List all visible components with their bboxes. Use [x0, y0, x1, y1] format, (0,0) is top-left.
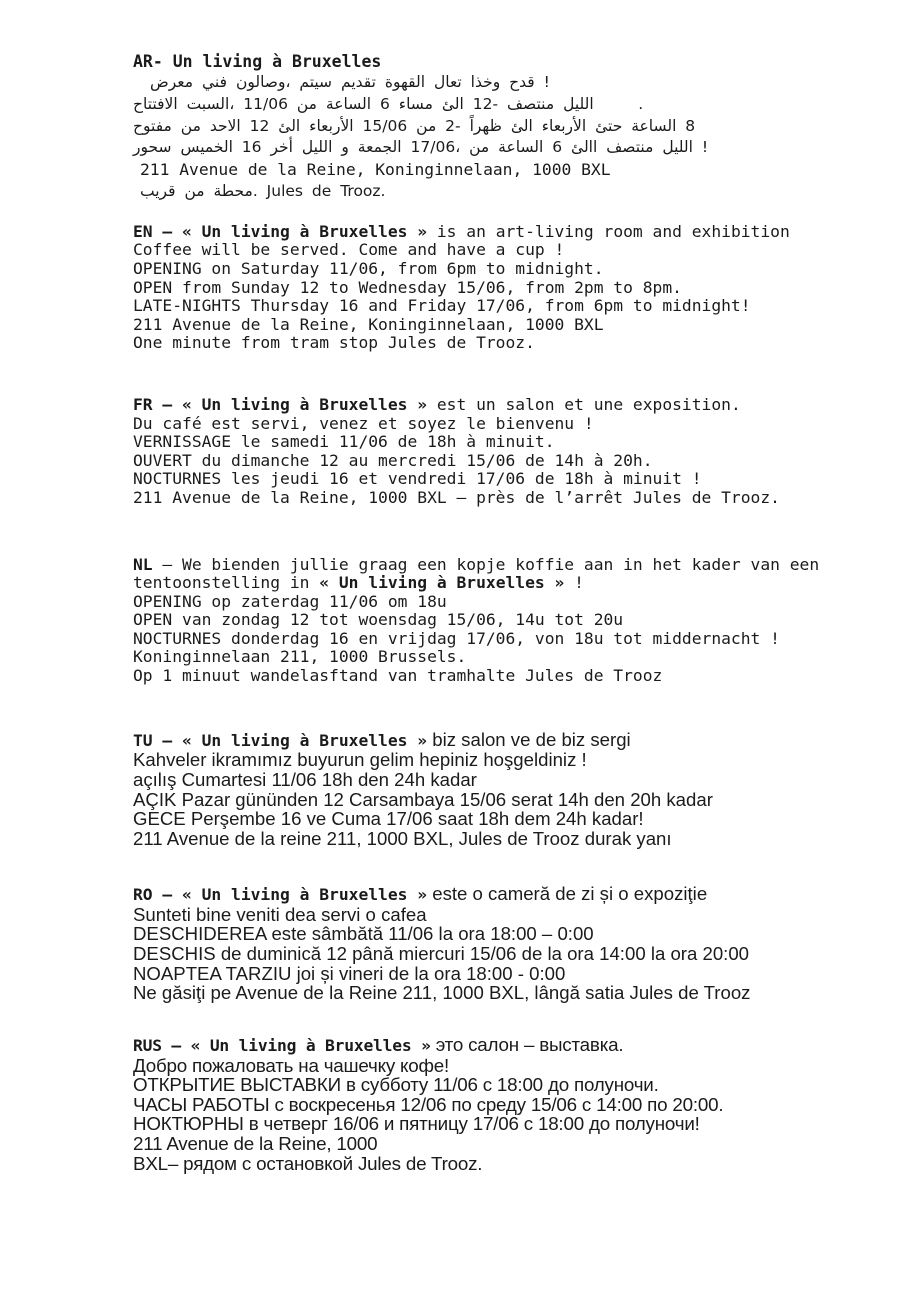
russian-header-rest: это салон – выставка.: [430, 1034, 624, 1056]
russian-opening-line: ОТКРЫТИЕ ВЫСТАВКИ в субботу 11/06 с 18:00 до полуночи.: [133, 1074, 659, 1096]
romanian-header-line: [133, 884, 883, 905]
french-section-title: FR – « Un living à Bruxelles »: [133, 394, 428, 414]
english-header-line: [133, 223, 883, 242]
dutch-header-rest: – We bienden jullie graag een kopje koffie aan in het kader van een: [152, 554, 820, 574]
english-tram-line: One minute from tram stop Jules de Trooz.: [133, 333, 535, 353]
section-romanian: [133, 884, 883, 1003]
dutch-line2-pre: tentoonstelling in: [133, 573, 320, 593]
dutch-nocturnes-line: NOCTURNES donderdag 16 en vrijdag 17/06, von 18u tot middernacht !: [133, 628, 780, 648]
arabic-address-line: 211 Avenue de la Reine, Koninginnelaan, 1000 BXL: [140, 160, 611, 180]
french-open-line: OUVERT du dimanche 12 au mercredi 15/06 de 14h à 20h.: [133, 450, 653, 470]
russian-section-title: RUS – « Un living à Bruxelles »: [133, 1036, 431, 1056]
romanian-section-title: RO – « Un living à Bruxelles »: [133, 884, 428, 904]
arabic-late-nights-line: سحور‎ الخميس‎ 16‎ أخر‎ الليل‎ و‎ الجمعة‎ 17/06،‎ من‎ الساعة‎ 6‎ االئ‎ منتصف‎ الليل‎ !: [133, 138, 709, 157]
section-turkish: [133, 730, 883, 849]
russian-address-line-1: 211 Avenue de la Reine, 1000: [133, 1133, 378, 1155]
romanian-late-nights-line: NOAPTEA TARZIU joi și vineri de la ora 18:00 - 0:00: [133, 962, 566, 984]
arabic-opening-line: الافتتاح‎ السبت،‎ 11/06‎ من‎ الساعة‎ 6‎ مساء‎ الئ‎ 12-‎ منتصف‎ الليل‎ .: [133, 94, 644, 113]
arabic-tram-line: قريب‎ من‎ محطة.‎ Jules de Trooz.: [140, 181, 386, 200]
russian-coffee-line: Добро пожаловать на чашечку кофе!: [133, 1054, 450, 1076]
english-open-line: OPEN from Sunday 12 to Wednesday 15/06, from 2pm to 8pm.: [133, 277, 682, 297]
romanian-open-line: DESCHIS de duminică 12 până miercuri 15/06 de la ora 14:00 la ora 20:00: [133, 942, 750, 964]
section-arabic: [133, 52, 883, 203]
french-address-line: 211 Avenue de la Reine, 1000 BXL – près de l’arrêt Jules de Trooz.: [133, 487, 780, 507]
dutch-section-title: « Un living à Bruxelles »: [319, 573, 565, 593]
romanian-address-line: Ne găsiţi pe Avenue de la Reine 211, 1000 BXL, lângă satia Jules de Trooz: [133, 982, 751, 1004]
french-coffee-line: Du café est servi, venez et soyez le bienvenu !: [133, 413, 594, 433]
turkish-open-line: AÇIK Pazar gününden 12 Carsambaya 15/06 serat 14h den 20h kadar: [133, 788, 713, 810]
french-vernissage-line: VERNISSAGE le samedi 11/06 de 18h à minuit.: [133, 432, 555, 452]
romanian-coffee-line: Sunteti bine veniti dea servi o cafea: [133, 903, 427, 925]
dutch-header-line-2: [133, 574, 883, 593]
turkish-coffee-line: Kahveler ikramımız buyurun gelim hepiniz hoşgeldiniz !: [133, 749, 587, 771]
turkish-header-line: [133, 730, 883, 751]
dutch-open-line: OPEN van zondag 12 tot woensdag 15/06, 14u tot 20u: [133, 610, 624, 630]
turkish-address-line: 211 Avenue de la reine 211, 1000 BXL, Jules de Trooz durak yanı: [133, 828, 672, 850]
russian-header-line: [133, 1035, 883, 1056]
dutch-header-line: [133, 556, 883, 575]
section-english: [133, 223, 883, 353]
section-russian: [133, 1035, 883, 1173]
french-nocturnes-line: NOCTURNES les jeudi 16 et vendredi 17/06 de 18h à minuit !: [133, 469, 702, 489]
russian-address-line-2: BXL– рядом с остановкой Jules de Trooz.: [133, 1152, 483, 1174]
section-french: [133, 396, 883, 508]
dutch-line2-post: !: [564, 573, 584, 593]
english-late-nights-line: LATE-NIGHTS Thursday 16 and Friday 17/06, from 6pm to midnight!: [133, 296, 751, 316]
dutch-tram-line: Op 1 minuut wandelasftand van tramhalte Jules de Trooz: [133, 666, 663, 686]
russian-nocturnes-line: НОКТЮРНЫ в четверг 16/06 и пятницу 17/06 с 18:00 до полуночи!: [133, 1113, 700, 1135]
english-coffee-line: Coffee will be served. Come and have a cup !: [133, 240, 565, 260]
turkish-late-nights-line: GECE Perşembe 16 ve Cuma 17/06 saat 18h dem 24h kadar!: [133, 808, 644, 830]
arabic-section-title: AR- Un living à Bruxelles: [133, 52, 382, 71]
romanian-header-rest: este o cameră de zi și o expoziţie: [427, 882, 708, 904]
english-address-line: 211 Avenue de la Reine, Koninginnelaan, 1000 BXL: [133, 314, 604, 334]
section-dutch: [133, 556, 883, 686]
french-header-rest: est un salon et une exposition.: [427, 394, 741, 414]
dutch-section-label: NL: [133, 554, 153, 574]
english-section-title: EN – « Un living à Bruxelles »: [133, 221, 428, 241]
english-opening-line: OPENING on Saturday 11/06, from 6pm to midnight.: [133, 258, 604, 278]
turkish-header-rest: biz salon ve de biz sergi: [427, 728, 631, 750]
english-header-rest: is an art-living room and exhibition: [427, 221, 790, 241]
turkish-section-title: TU – « Un living à Bruxelles »: [133, 730, 428, 750]
romanian-opening-line: DESCHIDEREA este sâmbătă 11/06 la ora 18:00 – 0:00: [133, 923, 594, 945]
arabic-open-hours-line: مفتوح‎ من‎ الاحد‎ 12‎ الئ‎ الأربعاء‎ 15/06‎ من‎ 2-‎ ظهراً‎ الئ‎ الأربعاء‎ حتئ‎ الساعة‎ 8: [133, 116, 696, 135]
dutch-address-line: Koninginnelaan 211, 1000 Brussels.: [133, 647, 467, 667]
russian-hours-line: ЧАСЫ РАБОТЫ с воскресенья 12/06 по среду 15/06 с 14:00 по 20:00.: [133, 1093, 724, 1115]
turkish-opening-line: açılış Cumartesi 11/06 18h den 24h kadar: [133, 769, 477, 791]
french-header-line: [133, 396, 883, 415]
dutch-opening-line: OPENING op zaterdag 11/06 om 18u: [133, 591, 447, 611]
arabic-intro-line: معرض‎ فني‎ وصالون،‎ سيتم‎ تقديم‎ القهوة‎ تعال‎ وخذا‎ قدح‎ !: [150, 73, 550, 91]
